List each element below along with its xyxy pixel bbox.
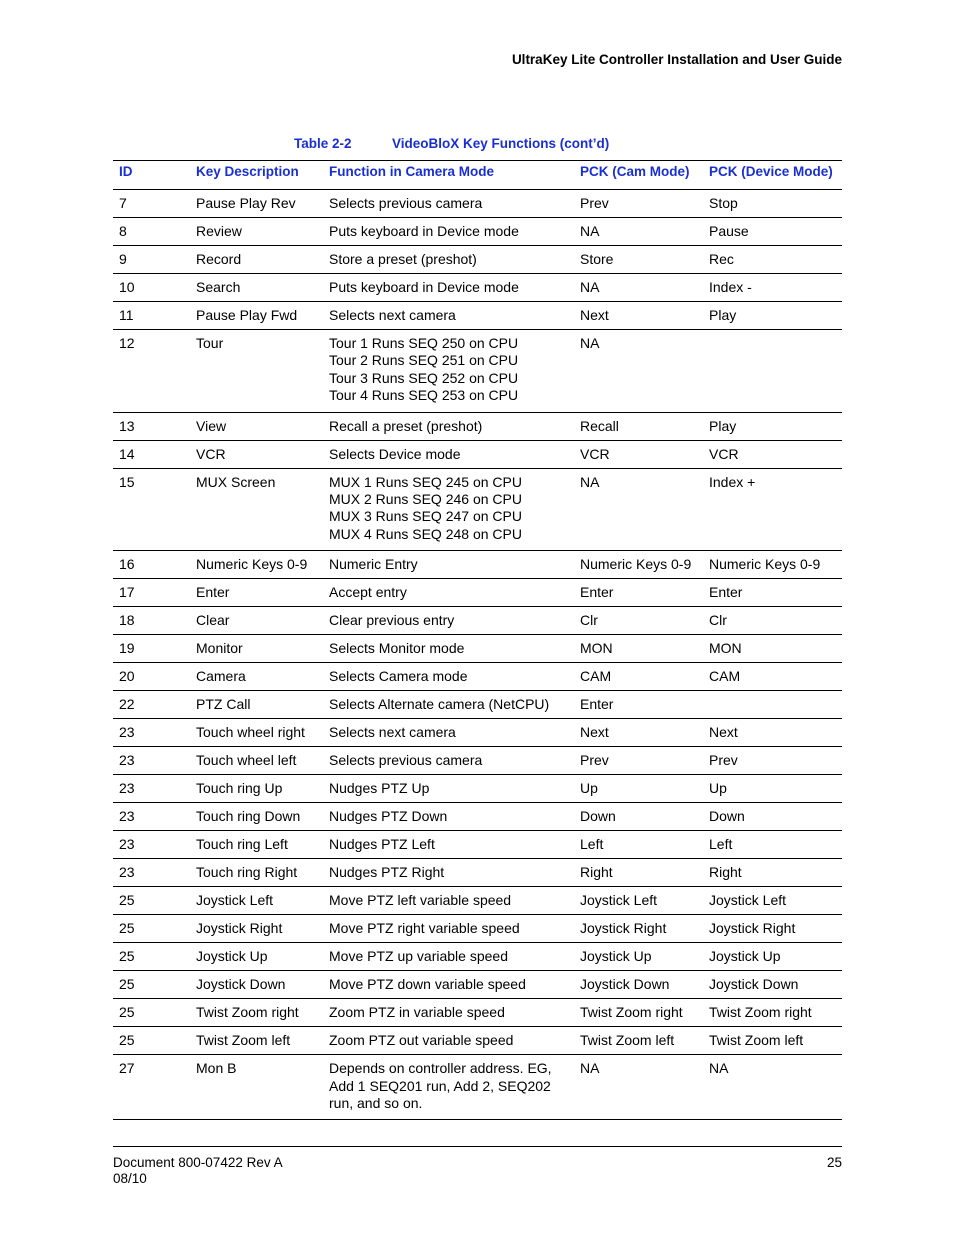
table-row <box>113 607 842 635</box>
cell-function <box>323 607 574 635</box>
cell-pck-cam: CAM <box>574 663 703 691</box>
function-line: MUX 2 Runs SEQ 246 on CPU <box>329 491 522 508</box>
cell-id: 23 <box>113 859 190 887</box>
cell-function <box>323 775 574 803</box>
cell-pck-device: Index - <box>703 274 842 302</box>
cell-function <box>323 1027 574 1055</box>
table-title: VideoBloX Key Functions (cont’d) <box>392 136 610 151</box>
cell-pck-cam: Prev <box>574 190 703 218</box>
cell-function <box>323 663 574 691</box>
cell-function <box>323 579 574 607</box>
cell-key-description: Twist Zoom left <box>190 1027 323 1055</box>
cell-key-description: Numeric Keys 0-9 <box>190 551 323 579</box>
table-row <box>113 971 842 999</box>
cell-function <box>323 468 574 551</box>
cell-key-description: Touch ring Down <box>190 803 323 831</box>
cell-function <box>323 971 574 999</box>
function-line: Store a preset (preshot) <box>329 251 477 267</box>
function-line: Move PTZ left variable speed <box>329 892 512 909</box>
cell-key-description: Record <box>190 246 323 274</box>
cell-key-description: Joystick Left <box>190 887 323 915</box>
cell-id: 23 <box>113 747 190 775</box>
function-line: Nudges PTZ Down <box>329 808 448 825</box>
cell-pck-device: NA <box>703 1055 842 1120</box>
cell-pck-device: Prev <box>703 747 842 775</box>
cell-function <box>323 274 574 302</box>
cell-pck-cam: NA <box>574 1055 703 1120</box>
function-line: Tour 3 Runs SEQ 252 on CPU <box>329 369 519 386</box>
function-line: Numeric Entry <box>329 556 418 573</box>
cell-pck-device: Twist Zoom right <box>703 999 842 1027</box>
cell-id: 13 <box>113 412 190 440</box>
cell-pck-device: Stop <box>703 190 842 218</box>
cell-key-description: Touch ring Up <box>190 775 323 803</box>
function-line: Selects next camera <box>329 307 456 323</box>
table-row <box>113 1027 842 1055</box>
function-line: Selects Camera mode <box>329 668 468 685</box>
cell-pck-device: Play <box>703 302 842 330</box>
table-header-row <box>113 161 842 190</box>
cell-function <box>323 302 574 330</box>
function-line: Nudges PTZ Up <box>329 780 430 797</box>
function-line: Selects Monitor mode <box>329 640 465 657</box>
table-row <box>113 635 842 663</box>
cell-key-description: Touch wheel right <box>190 719 323 747</box>
function-line: Nudges PTZ Left <box>329 836 435 853</box>
cell-pck-cam: Joystick Left <box>574 887 703 915</box>
cell-key-description: MUX Screen <box>190 468 323 551</box>
cell-pck-device: Play <box>703 412 842 440</box>
key-functions-table <box>113 160 842 1120</box>
cell-function <box>323 831 574 859</box>
cell-function <box>323 691 574 719</box>
cell-function <box>323 859 574 887</box>
function-line: Selects previous camera <box>329 752 483 769</box>
function-line: Move PTZ down variable speed <box>329 976 526 993</box>
cell-function <box>323 635 574 663</box>
cell-pck-device: MON <box>703 635 842 663</box>
cell-key-description: Review <box>190 218 323 246</box>
cell-pck-device: Down <box>703 803 842 831</box>
cell-pck-device: Left <box>703 831 842 859</box>
cell-pck-cam: NA <box>574 274 703 302</box>
table-row <box>113 915 842 943</box>
cell-key-description: Camera <box>190 663 323 691</box>
table-row <box>113 803 842 831</box>
table-caption <box>294 136 609 151</box>
cell-pck-device: Rec <box>703 246 842 274</box>
cell-id: 12 <box>113 330 190 413</box>
cell-pck-device: Joystick Down <box>703 971 842 999</box>
cell-function <box>323 747 574 775</box>
cell-pck-device: Pause <box>703 218 842 246</box>
column-header-pck-device: PCK (Device Mode) <box>703 161 842 190</box>
function-line: Depends on controller address. EG, <box>329 1060 552 1077</box>
cell-function <box>323 551 574 579</box>
table-row <box>113 719 842 747</box>
cell-key-description: Pause Play Fwd <box>190 302 323 330</box>
function-line: Zoom PTZ out variable speed <box>329 1032 514 1049</box>
function-line: Move PTZ right variable speed <box>329 920 520 937</box>
table-row <box>113 302 842 330</box>
footer-divider <box>113 1146 842 1147</box>
cell-pck-cam: NA <box>574 468 703 551</box>
cell-pck-device: Joystick Up <box>703 943 842 971</box>
cell-pck-cam: Joystick Up <box>574 943 703 971</box>
cell-pck-cam: Twist Zoom right <box>574 999 703 1027</box>
cell-pck-cam: Prev <box>574 747 703 775</box>
table-row <box>113 468 842 551</box>
cell-function <box>323 803 574 831</box>
function-line: Tour 1 Runs SEQ 250 on CPU <box>329 335 519 351</box>
cell-id: 25 <box>113 971 190 999</box>
cell-pck-cam: Store <box>574 246 703 274</box>
cell-id: 9 <box>113 246 190 274</box>
table-body <box>113 190 842 1120</box>
cell-pck-device: VCR <box>703 440 842 468</box>
cell-pck-cam: Up <box>574 775 703 803</box>
cell-pck-cam: Clr <box>574 607 703 635</box>
cell-id: 15 <box>113 468 190 551</box>
cell-id: 8 <box>113 218 190 246</box>
function-line: run, and so on. <box>329 1095 423 1112</box>
column-header-id: ID <box>113 161 190 190</box>
cell-key-description: PTZ Call <box>190 691 323 719</box>
table-row <box>113 747 842 775</box>
table-row <box>113 887 842 915</box>
table-row <box>113 943 842 971</box>
cell-key-description: Twist Zoom right <box>190 999 323 1027</box>
function-line: Recall a preset (preshot) <box>329 417 483 434</box>
cell-key-description: Touch wheel left <box>190 747 323 775</box>
cell-pck-device: Up <box>703 775 842 803</box>
cell-id: 10 <box>113 274 190 302</box>
cell-pck-cam: Left <box>574 831 703 859</box>
function-line: MUX 3 Runs SEQ 247 on CPU <box>329 508 522 525</box>
cell-pck-cam: Enter <box>574 691 703 719</box>
cell-id: 25 <box>113 999 190 1027</box>
cell-id: 25 <box>113 915 190 943</box>
cell-id: 18 <box>113 607 190 635</box>
table-row <box>113 218 842 246</box>
cell-function <box>323 218 574 246</box>
cell-pck-device <box>703 330 842 413</box>
cell-pck-cam: Enter <box>574 579 703 607</box>
cell-pck-device: Enter <box>703 579 842 607</box>
cell-pck-device: Joystick Left <box>703 887 842 915</box>
cell-pck-cam: VCR <box>574 440 703 468</box>
cell-pck-device: Joystick Right <box>703 915 842 943</box>
function-line: Tour 2 Runs SEQ 251 on CPU <box>329 352 519 369</box>
table-number: Table 2-2 <box>294 136 352 151</box>
cell-id: 11 <box>113 302 190 330</box>
function-line: Puts keyboard in Device mode <box>329 223 519 239</box>
cell-id: 25 <box>113 1027 190 1055</box>
cell-pck-cam: Next <box>574 719 703 747</box>
running-header-title: UltraKey Lite Controller Installation and User Guide <box>511 52 842 67</box>
cell-id: 19 <box>113 635 190 663</box>
cell-key-description: Pause Play Rev <box>190 190 323 218</box>
column-header-pck-cam: PCK (Cam Mode) <box>574 161 703 190</box>
cell-id: 22 <box>113 691 190 719</box>
function-line: Selects next camera <box>329 724 456 741</box>
cell-key-description: Enter <box>190 579 323 607</box>
cell-function <box>323 943 574 971</box>
table-row <box>113 663 842 691</box>
column-header-key-description: Key Description <box>190 161 323 190</box>
cell-key-description: Monitor <box>190 635 323 663</box>
function-line: Nudges PTZ Right <box>329 864 445 881</box>
table-row <box>113 551 842 579</box>
function-line: Move PTZ up variable speed <box>329 948 508 965</box>
cell-pck-cam: Joystick Right <box>574 915 703 943</box>
table-row <box>113 775 842 803</box>
function-line: Puts keyboard in Device mode <box>329 279 519 295</box>
cell-key-description: View <box>190 412 323 440</box>
table-row <box>113 831 842 859</box>
cell-pck-cam: Twist Zoom left <box>574 1027 703 1055</box>
cell-function <box>323 887 574 915</box>
cell-function <box>323 190 574 218</box>
cell-function <box>323 246 574 274</box>
cell-function <box>323 915 574 943</box>
table-row <box>113 246 842 274</box>
cell-id: 27 <box>113 1055 190 1120</box>
cell-pck-cam: Right <box>574 859 703 887</box>
cell-pck-device: Twist Zoom left <box>703 1027 842 1055</box>
cell-pck-device: Next <box>703 719 842 747</box>
cell-id: 17 <box>113 579 190 607</box>
cell-pck-device: Index + <box>703 468 842 551</box>
cell-pck-device: Numeric Keys 0-9 <box>703 551 842 579</box>
table-row <box>113 859 842 887</box>
cell-pck-cam: Numeric Keys 0-9 <box>574 551 703 579</box>
document-number: Document 800-07422 Rev A <box>113 1155 283 1170</box>
cell-key-description: Clear <box>190 607 323 635</box>
cell-id: 25 <box>113 943 190 971</box>
cell-key-description: VCR <box>190 440 323 468</box>
table-row <box>113 691 842 719</box>
cell-pck-cam: NA <box>574 330 703 413</box>
cell-function <box>323 1055 574 1120</box>
table-row <box>113 330 842 413</box>
cell-pck-cam: NA <box>574 218 703 246</box>
column-header-function: Function in Camera Mode <box>323 161 574 190</box>
footer-document-info <box>113 1155 283 1187</box>
cell-id: 23 <box>113 775 190 803</box>
cell-function <box>323 412 574 440</box>
cell-function <box>323 719 574 747</box>
cell-key-description: Joystick Up <box>190 943 323 971</box>
table-row <box>113 440 842 468</box>
cell-id: 14 <box>113 440 190 468</box>
cell-pck-cam: MON <box>574 635 703 663</box>
cell-id: 16 <box>113 551 190 579</box>
cell-key-description: Joystick Down <box>190 971 323 999</box>
table-row <box>113 1055 842 1120</box>
cell-id: 23 <box>113 719 190 747</box>
page-number: 25 <box>826 1155 842 1170</box>
cell-key-description: Search <box>190 274 323 302</box>
cell-key-description: Mon B <box>190 1055 323 1120</box>
cell-key-description: Touch ring Left <box>190 831 323 859</box>
function-line: Clear previous entry <box>329 612 455 629</box>
cell-pck-device: Clr <box>703 607 842 635</box>
cell-function <box>323 440 574 468</box>
function-line: MUX 1 Runs SEQ 245 on CPU <box>329 473 522 490</box>
cell-function <box>323 330 574 413</box>
table-row <box>113 274 842 302</box>
function-line: Selects Device mode <box>329 445 461 462</box>
cell-pck-cam: Joystick Down <box>574 971 703 999</box>
function-line: MUX 4 Runs SEQ 248 on CPU <box>329 525 522 542</box>
cell-key-description: Touch ring Right <box>190 859 323 887</box>
cell-id: 7 <box>113 190 190 218</box>
function-line: Add 1 SEQ201 run, Add 2, SEQ202 <box>329 1077 551 1094</box>
cell-pck-device <box>703 691 842 719</box>
cell-function <box>323 999 574 1027</box>
table-row <box>113 412 842 440</box>
table-row <box>113 579 842 607</box>
table-row <box>113 999 842 1027</box>
cell-key-description: Tour <box>190 330 323 413</box>
document-date: 08/10 <box>113 1171 147 1186</box>
function-line: Selects Alternate camera (NetCPU) <box>329 696 550 713</box>
function-line: Accept entry <box>329 584 407 601</box>
cell-id: 23 <box>113 831 190 859</box>
cell-key-description: Joystick Right <box>190 915 323 943</box>
cell-pck-cam: Recall <box>574 412 703 440</box>
cell-pck-cam: Next <box>574 302 703 330</box>
function-line: Tour 4 Runs SEQ 253 on CPU <box>329 387 519 404</box>
cell-id: 23 <box>113 803 190 831</box>
cell-pck-device: Right <box>703 859 842 887</box>
cell-pck-cam: Down <box>574 803 703 831</box>
function-line: Selects previous camera <box>329 195 483 211</box>
table-row <box>113 190 842 218</box>
function-line: Zoom PTZ in variable speed <box>329 1004 505 1021</box>
cell-id: 20 <box>113 663 190 691</box>
cell-pck-device: CAM <box>703 663 842 691</box>
cell-id: 25 <box>113 887 190 915</box>
